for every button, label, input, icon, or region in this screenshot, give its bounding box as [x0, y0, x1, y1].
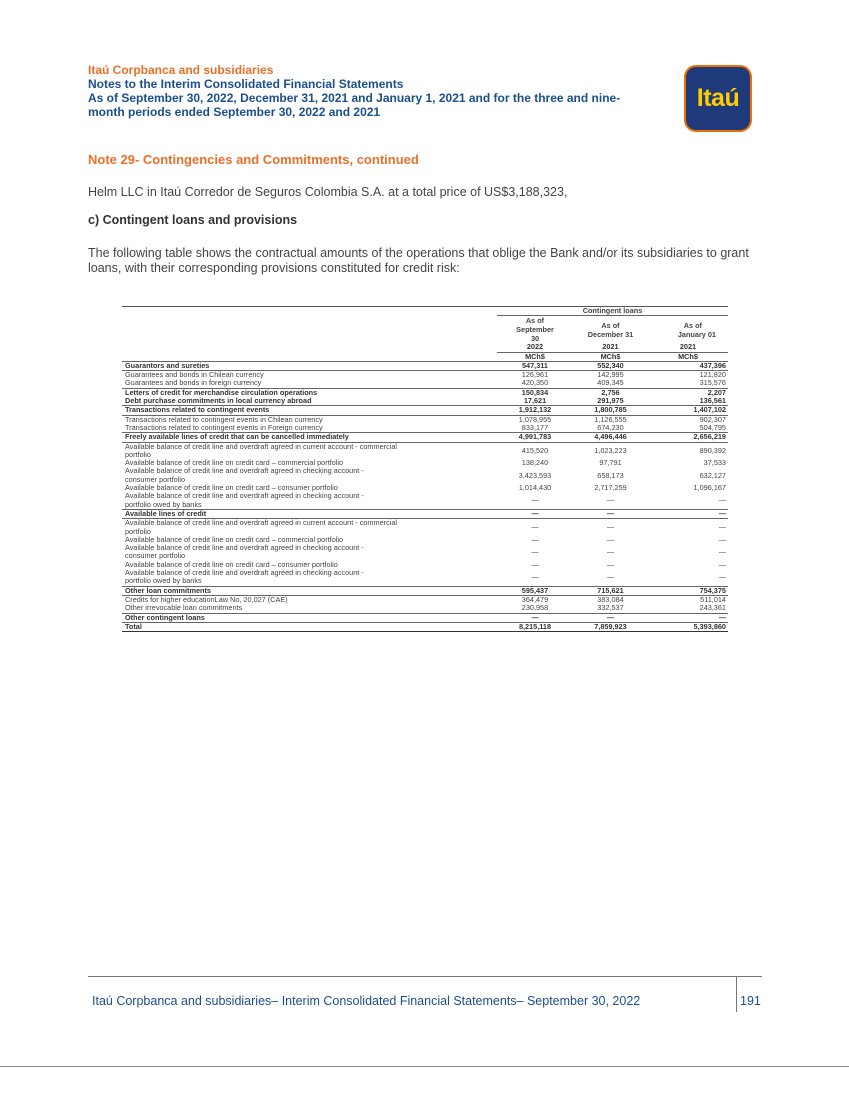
footer-vertical-divider — [736, 976, 737, 1012]
table-row: Transactions related to contingent events in Foreign currency 833,177 674,230 504,795 — [122, 424, 728, 433]
col-year: 2021 — [648, 343, 728, 352]
group-header: Contingent loans — [497, 307, 728, 316]
table-row: Credits for higher educationLaw No, 20,027 (CAE) 364,479 383,084 511,014 — [125, 594, 726, 604]
table-row: Available balance of credit line on credit card – consumer portfolio 1,014,430 2,717,259 1,096,167 — [125, 483, 726, 493]
col-header-sep-2022: As of September 30 — [516, 316, 554, 344]
table-row: Available balance of credit line on credit card – consumer portfolio — — — — [125, 559, 726, 569]
table-row: Other contingent loans — — — — [122, 613, 728, 622]
table-row: Available lines of credit — — — — [122, 509, 728, 518]
table-row: Available balance of credit line and overdraft agreed in checking account - consumer portfolio — — — — [125, 543, 726, 561]
section-title: c) Contingent loans and provisions — [88, 213, 298, 227]
table-row: Available balance of credit line on credit card – commercial portfolio — — — — [125, 534, 726, 544]
table-row-total: Total 8,215,118 7,859,923 5,393,860 — [122, 622, 728, 631]
page-number: 191 — [740, 994, 761, 1008]
description-text: The following table shows the contractual amounts of the operations that oblige the Bank and/or its subsidiaries to grant loans, with their corresponding provisions constituted for credit risk: — [88, 246, 749, 275]
table-row: Freely available lines of credit that can be cancelled immediately 4,991,783 4,496,446 2,656,219 — [122, 433, 728, 442]
col-header-dec-2021: As of December 31 — [587, 320, 634, 339]
table-row: Available balance of credit line and overdraft agreed in checking account - portfolio owed by banks — — — — [122, 492, 728, 509]
col-unit: MCh$ — [497, 352, 573, 361]
table-row: Other loan commitments 595,437 715,621 754,375 — [122, 586, 728, 595]
table-row: Letters of credit for merchandise circulation operations 150,834 2,756 2,207 — [125, 387, 726, 397]
table-row: Available balance of credit line and overdraft agreed in checking account - portfolio owed by banks — — — — [122, 569, 728, 586]
contingent-loans-table — [122, 306, 728, 632]
table-row: Available balance of credit line and overdraft agreed in current account - commercial portfolio — — — — [125, 518, 726, 536]
table-row: Available balance of credit line and overdraft agreed in current account - commercial portfolio 415,520 1,023,223 890,392 — [125, 441, 726, 459]
footer-divider — [88, 976, 762, 977]
table-row: Guarantees and bonds in Chilean currency 126,961 142,995 121,820 — [125, 370, 726, 380]
table-row: Guarantees and bonds in foreign currency 420,350 409,345 315,576 — [122, 379, 728, 388]
col-unit: MCh$ — [573, 352, 648, 361]
col-year: 2021 — [573, 343, 648, 352]
col-unit: MCh$ — [648, 352, 728, 361]
notes-title: Notes to the Interim Consolidated Financial Statements — [88, 77, 404, 91]
itau-logo — [684, 65, 752, 132]
company-name: Itaú Corpbanca and subsidiaries — [88, 63, 274, 77]
table-row: Other irrevocable loan commitments 230,958 332,537 243,361 — [122, 604, 728, 613]
table-row: Transactions related to contingent events in Chilean currency 1,078,955 1,126,555 902,307 — [125, 414, 726, 424]
table-row: Available balance of credit line and overdraft agreed in checking account - consumer portfolio 3,423,593 658,173 632,127 — [125, 466, 726, 484]
table-row: Transactions related to contingent events 1,912,132 1,800,785 1,407,102 — [122, 406, 728, 415]
intro-text: Helm LLC in Itaú Corredor de Seguros Colombia S.A. at a total price of US$3,188,323, — [88, 185, 568, 199]
period-line-1: As of September 30, 2022, December 31, 2021 and January 1, 2021 and for the three and nine- — [88, 91, 621, 105]
footer-text: Itaú Corpbanca and subsidiaries– Interim Consolidated Financial Statements– September 30, 2022 — [92, 994, 641, 1008]
period-line-2: month periods ended September 30, 2022 and 2021 — [88, 105, 381, 119]
logo-text: Itaú — [696, 84, 740, 112]
col-header-jan-2021: As of January 01 — [677, 320, 716, 339]
col-year: 2022 — [497, 343, 573, 352]
table-row: Available balance of credit line on credit card – commercial portfolio 138,240 97,791 37,533 — [125, 458, 726, 468]
note-title: Note 29- Contingencies and Commitments, continued — [88, 152, 419, 167]
page-header — [88, 63, 668, 119]
table-row: Guarantors and sureties 547,311 552,340 437,396 — [122, 361, 728, 370]
page-bottom-divider — [0, 1066, 849, 1067]
table-row: Debt purchase commitments in local currency abroad 17,621 291,975 136,561 — [122, 397, 728, 406]
